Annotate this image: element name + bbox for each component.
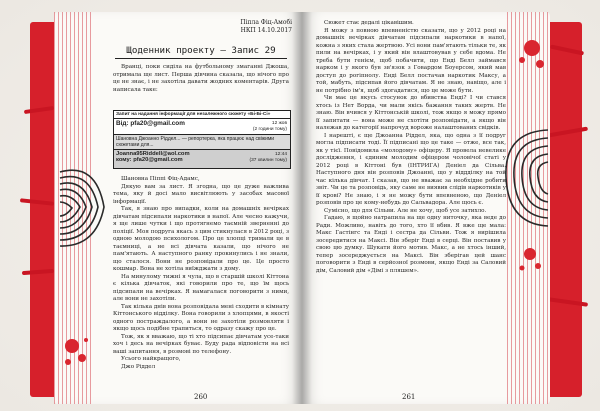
email-preview: Шановна Джоанно Ріддел... — репортерка, яка працює над свіжими сюжетами для... xyxy=(116,136,275,148)
author-name: Піпла Фіц-Амобі xyxy=(240,19,292,26)
paragraph: Дякую вам за лист. Я згодна, що це дуже важлива тема, яку й досі мало висвітлюють у засобах масової інформації. xyxy=(113,183,289,205)
blood-splatter-icon xyxy=(514,32,548,72)
fingerprint-icon xyxy=(56,162,108,252)
email-subject: Запит на надання інформації для незалежного сюжету «Бі-Бі-Сі» xyxy=(116,112,271,117)
paragraph: Сумісно, що для Сільви. Але не хочу, щоб усе затихло. xyxy=(324,207,487,214)
letter-body xyxy=(113,176,289,370)
paragraph: Гадаю, я щойно натрапила на ще одну ниточку, яка веде до Ради. Можливо, навіть до того, хто її вбив. Я вже ще мала: Макс Гастінгс та Енді і сестра да Сільви. Тож я вирішила зосередитися на Максі. Він зберіг Енді в серці. Він поставив у свою цю думку. Шукати його мотив. Макс, а не хтось інший, тепер зосереджується на Максі. Він зберігав цей шанс поговорити з Енді в серйозної розмови, якщо Енді за Саловий дім, Саловий дім «Дімі з пляшем». xyxy=(316,215,506,274)
email-box xyxy=(113,110,291,169)
right-page-body xyxy=(316,20,506,375)
email-subject-row xyxy=(114,111,290,119)
fingerprint-icon xyxy=(502,122,550,232)
page-number-left: 260 xyxy=(194,393,208,401)
page-number-right: 261 xyxy=(402,393,416,401)
book-spine-shadow xyxy=(292,12,312,404)
paragraph: Я можу з повною впевненістю сказати, що у 2012 році на домашніх вечірках дівчатам підсипали наркотики в напої, кожна з яких стала жертвою. Усі вони пам'ятають тільки те, як пили на вечірках, і у який він влаштовував у себе вдома. Не треба бути генієм, щоб побачити, що Енді Белл займався нарком і у якого був зв'язок з Говардом Боуерсом, який мав доступ до рогіпнолу. Енді Белл постачав наркотик Максу, а той, мабуть, підсипав його дівчатам. Я не знаю, навіщо, але і не потрібно ім'я, щоб здогадатися, що це може бути. xyxy=(316,27,506,94)
paragraph: На минулому тижні я чула, що в старшій школі Кіттона є кілька дівчаток, які говорили про те, що їм щось підсипали на вечірках. Я намагалася поговорити з ними, але вони не захотіли. xyxy=(113,273,289,302)
email-from: Від: pfa20@gmail.com xyxy=(116,120,185,127)
paragraph: Тож, як я вважаю, що ті хто підсипає дівчатам усе-таки хоч і десь на вечірках буває. Буду рада відповісти на всі ваші запитання, в розмові по телефону. xyxy=(113,333,289,355)
email-time: 12 жов (2 години тому) xyxy=(252,121,287,132)
paragraph: Так, я знаю про випадки, коли на домашніх вечірках дівчатам підсипали наркотики в напої. Але чесно кажучи, я ще лише чутки і що протягнемо таємній зверненні до поліції. Моя подруга якась з цим стикнулася в 2012 році, з одною молодою психологом. Про це хлопці тримали це в таємниці, а не всі дівчата казали, що нічого не пам'ятають. А наступного ранку прокинулись і не знали, що сталося. Вони не розповідали про це. Це просто кошмар. Вона не хотіла виїжджати з дому. xyxy=(113,206,289,272)
email-from-row xyxy=(114,119,290,135)
entry-author-header xyxy=(240,19,292,35)
intro-paragraph xyxy=(113,64,289,94)
paragraph: І нарешті, є ще Джоанна Ріддел, яка, що одна з її подруг могла підписати тоді. Її підписані що це таке — отже, все так, як у тієї. Повідомила «молодому» офіцеру. Я провела невелике дослідження, і єдиним молодим офіцером чоловічої статі у 2012 році в Кіттоні був (ІНТРИГА) Деніел да Сільва. Наступного дня він розповів Джоанні, що у віддділку на той час кілька дівчат. І сказав, що не вважає за необхідне робити звіт. Чи це та розповідь, яку саме не виявив слідів наркотиків у її крові? Не знаю, і я не можу бути впевненою, що Деніел розповів про це кому-небудь до Сальвадора. Але щось є. xyxy=(316,132,506,206)
reply-time: 12:44 (37 хвилин тому) xyxy=(249,152,287,163)
paragraph: Сюжет стає дедалі цікавішим. xyxy=(324,20,414,26)
paragraph: Шановна Піппі Фіц-Адамс, xyxy=(121,176,200,182)
signature: Джо Ріддел xyxy=(121,363,156,370)
paragraph: Чи має це якусь стосунок до вбивства Енді? І чи стався хтось із Нет Ворда, чи мали якісь бажання таких жертв. Не знаю. Він вчився у Кіттонській школі, тож якщо я можу прямо її запитати — вона може не схотіти розповідати, а якщо він належав до категорії напрочуд вороже налаштованих свідків. xyxy=(316,95,506,131)
paragraph: Так кілька днів вона розповідала мені сходити в кімнату Кіттонського відділку. Вона говорили з хлопцями, в якості одного постраждалого, а вони не захотіли розмовляти і якщо щось подібне трапиться, то одразу скажу про це. xyxy=(113,303,289,332)
blood-splatter-icon xyxy=(516,240,546,276)
paragraph: Усього найкращого, xyxy=(121,356,181,362)
email-preview-row xyxy=(114,135,290,150)
page-heading: Щоденник проекту — Запис 29 xyxy=(115,45,287,59)
paragraph: Вранці, поки сиділа на футбольному змаганні Джоша, отримала ще лист. Перша дівчина сказала, що нічого про це не знає, і не захотіла давати жодних коментарів. Друга написала таке: xyxy=(113,64,289,93)
reply-to: кому: pfa20@gmail.com xyxy=(116,157,183,163)
email-reply-row xyxy=(114,150,290,168)
entry-date: НКП 14.10.2017 xyxy=(240,27,292,34)
blood-splatter-icon xyxy=(60,332,94,372)
reply-from: Joanna95Riddell@aol.com xyxy=(116,151,190,157)
